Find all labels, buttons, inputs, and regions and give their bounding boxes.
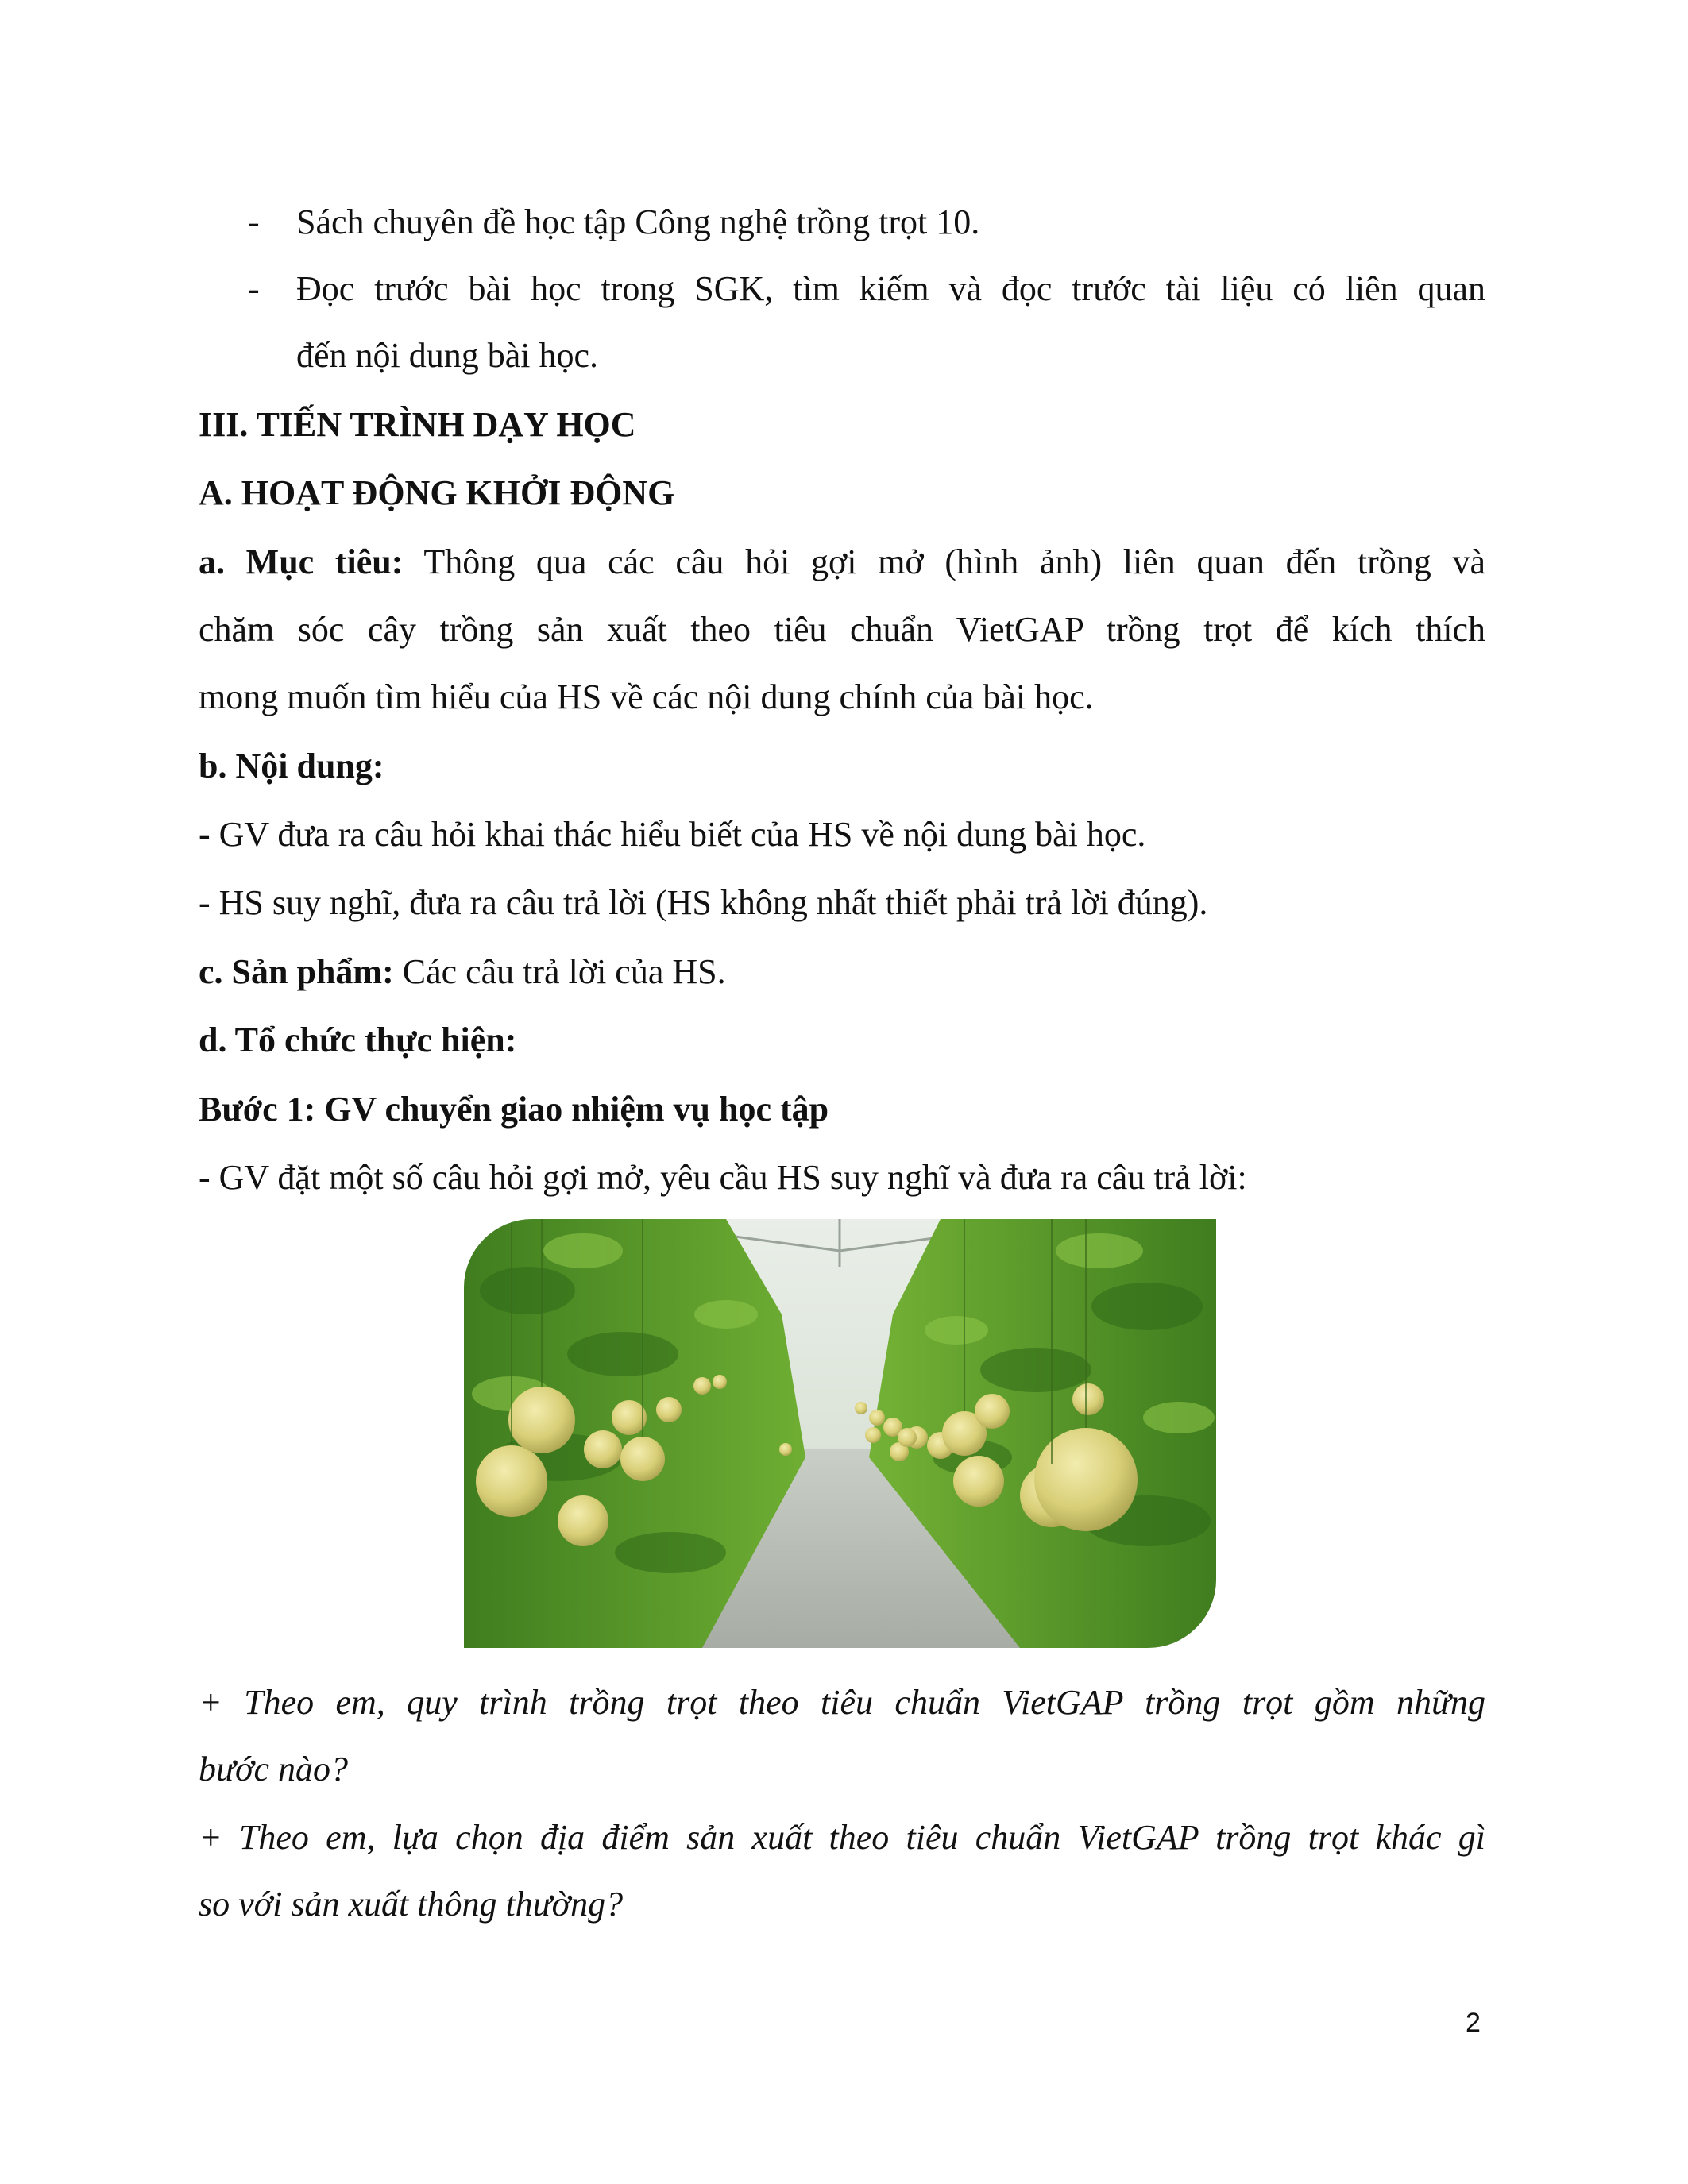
content-label: b. Nội dung:: [199, 747, 384, 785]
step1-intro: - GV đặt một số câu hỏi gợi mở, yêu cầu HS suy nghĩ và đưa ra câu trả lời:: [199, 1158, 1247, 1197]
activity-heading: A. HOẠT ĐỘNG KHỞI ĐỘNG: [199, 473, 675, 512]
content-item-2: - HS suy nghĩ, đưa ra câu trả lời (HS không nhất thiết phải trả lời đúng).: [199, 883, 1208, 922]
melon-greenhouse-photo: [464, 1219, 1216, 1648]
step1-heading: Bước 1: GV chuyển giao nhiệm vụ học tập: [199, 1090, 829, 1129]
organization-label: d. Tổ chức thực hiện:: [199, 1021, 517, 1059]
objective-label: a. Mục tiêu:: [199, 542, 404, 581]
objective-line-2: chăm sóc cây trồng sản xuất theo tiêu chuẩn VietGAP trồng trọt để kích thích: [199, 610, 1485, 649]
question-2-line-1: + Theo em, lựa chọn địa điểm sản xuất theo tiêu chuẩn VietGAP trồng trọt khác gì: [199, 1818, 1485, 1857]
materials-item-2-line-1: Đọc trước bài học trong SGK, tìm kiếm và đọc trước tài liệu có liên quan: [296, 269, 1485, 308]
question-1-line-1: + Theo em, quy trình trồng trọt theo tiêu chuẩn VietGAP trồng trọt gồm những: [199, 1683, 1485, 1722]
section-heading: III. TIẾN TRÌNH DẠY HỌC: [199, 405, 636, 444]
bullet-dash: -: [248, 203, 260, 241]
product-label: c. Sản phẩm:: [199, 952, 394, 991]
question-1-line-2: bước nào?: [199, 1750, 349, 1788]
objective-line-3: mong muốn tìm hiểu của HS về các nội dung chính của bài học.: [199, 677, 1094, 716]
objective-text-1: Thông qua các câu hỏi gợi mở (hình ảnh) liên quan đến trồng và: [423, 542, 1485, 581]
materials-item-1: Sách chuyên đề học tập Công nghệ trồng trọt 10.: [296, 203, 980, 241]
materials-item-2-line-2: đến nội dung bài học.: [296, 336, 599, 375]
content-item-1: - GV đưa ra câu hỏi khai thác hiểu biết của HS về nội dung bài học.: [199, 815, 1146, 854]
objective-line-1: [199, 538, 1485, 586]
bullet-dash: -: [248, 269, 260, 308]
product-line: [199, 948, 1485, 996]
product-text: Các câu trả lời của HS.: [402, 952, 726, 991]
question-2-line-2: so với sản xuất thông thường?: [199, 1885, 624, 1924]
page-number: 2: [1466, 2008, 1481, 2038]
